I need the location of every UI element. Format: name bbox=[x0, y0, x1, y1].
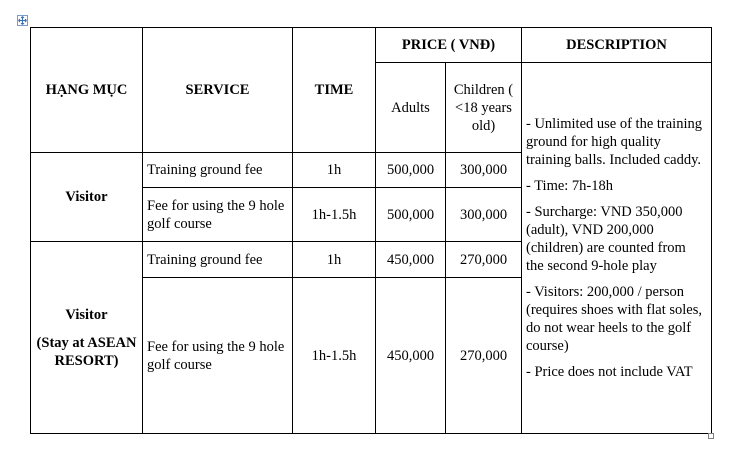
service-cell: Training ground fee bbox=[143, 242, 293, 278]
category-visitor-resort-line2: (Stay at ASEAN RESORT) bbox=[36, 334, 137, 369]
description-line: - Visitors: 200,000 / person (requires shoes with flat soles, do not wear heels to the golf course) bbox=[526, 284, 702, 354]
header-adults: Adults bbox=[376, 63, 446, 153]
table-resize-handle[interactable] bbox=[708, 433, 714, 439]
description-line: - Price does not include VAT bbox=[526, 364, 693, 380]
header-service: SERVICE bbox=[143, 28, 293, 153]
service-cell: Training ground fee bbox=[143, 153, 293, 188]
children-price-cell: 270,000 bbox=[446, 278, 522, 434]
golf-price-table bbox=[30, 27, 712, 434]
time-cell: 1h bbox=[293, 242, 376, 278]
header-price: PRICE ( VNĐ) bbox=[376, 28, 522, 63]
category-visitor-resort bbox=[31, 242, 143, 434]
header-children: Children ( <18 years old) bbox=[446, 63, 522, 153]
description-line: - Time: 7h-18h bbox=[526, 178, 614, 194]
header-category: HẠNG MỤC bbox=[31, 28, 143, 153]
children-price-cell: 270,000 bbox=[446, 242, 522, 278]
description-line: - Unlimited use of the training ground for high quality training balls. Included caddy. bbox=[526, 116, 702, 168]
adult-price-cell: 450,000 bbox=[376, 242, 446, 278]
category-visitor-resort-line1: Visitor bbox=[65, 306, 108, 323]
adult-price-cell: 500,000 bbox=[376, 153, 446, 188]
header-time: TIME bbox=[293, 28, 376, 153]
service-cell: Fee for using the 9 hole golf course bbox=[143, 278, 293, 434]
children-price-cell: 300,000 bbox=[446, 153, 522, 188]
time-cell: 1h-1.5h bbox=[293, 188, 376, 242]
adult-price-cell: 450,000 bbox=[376, 278, 446, 434]
table-move-handle-icon[interactable] bbox=[17, 15, 28, 26]
adult-price-cell: 500,000 bbox=[376, 188, 446, 242]
description-line: - Surcharge: VND 350,000 (adult), VND 200,000 (children) are counted from the second 9-hole play bbox=[526, 204, 686, 274]
time-cell: 1h-1.5h bbox=[293, 278, 376, 434]
service-cell: Fee for using the 9 hole golf course bbox=[143, 188, 293, 242]
time-cell: 1h bbox=[293, 153, 376, 188]
description-cell bbox=[522, 63, 712, 434]
children-price-cell: 300,000 bbox=[446, 188, 522, 242]
category-visitor: Visitor bbox=[31, 153, 143, 242]
header-description: DESCRIPTION bbox=[522, 28, 712, 63]
